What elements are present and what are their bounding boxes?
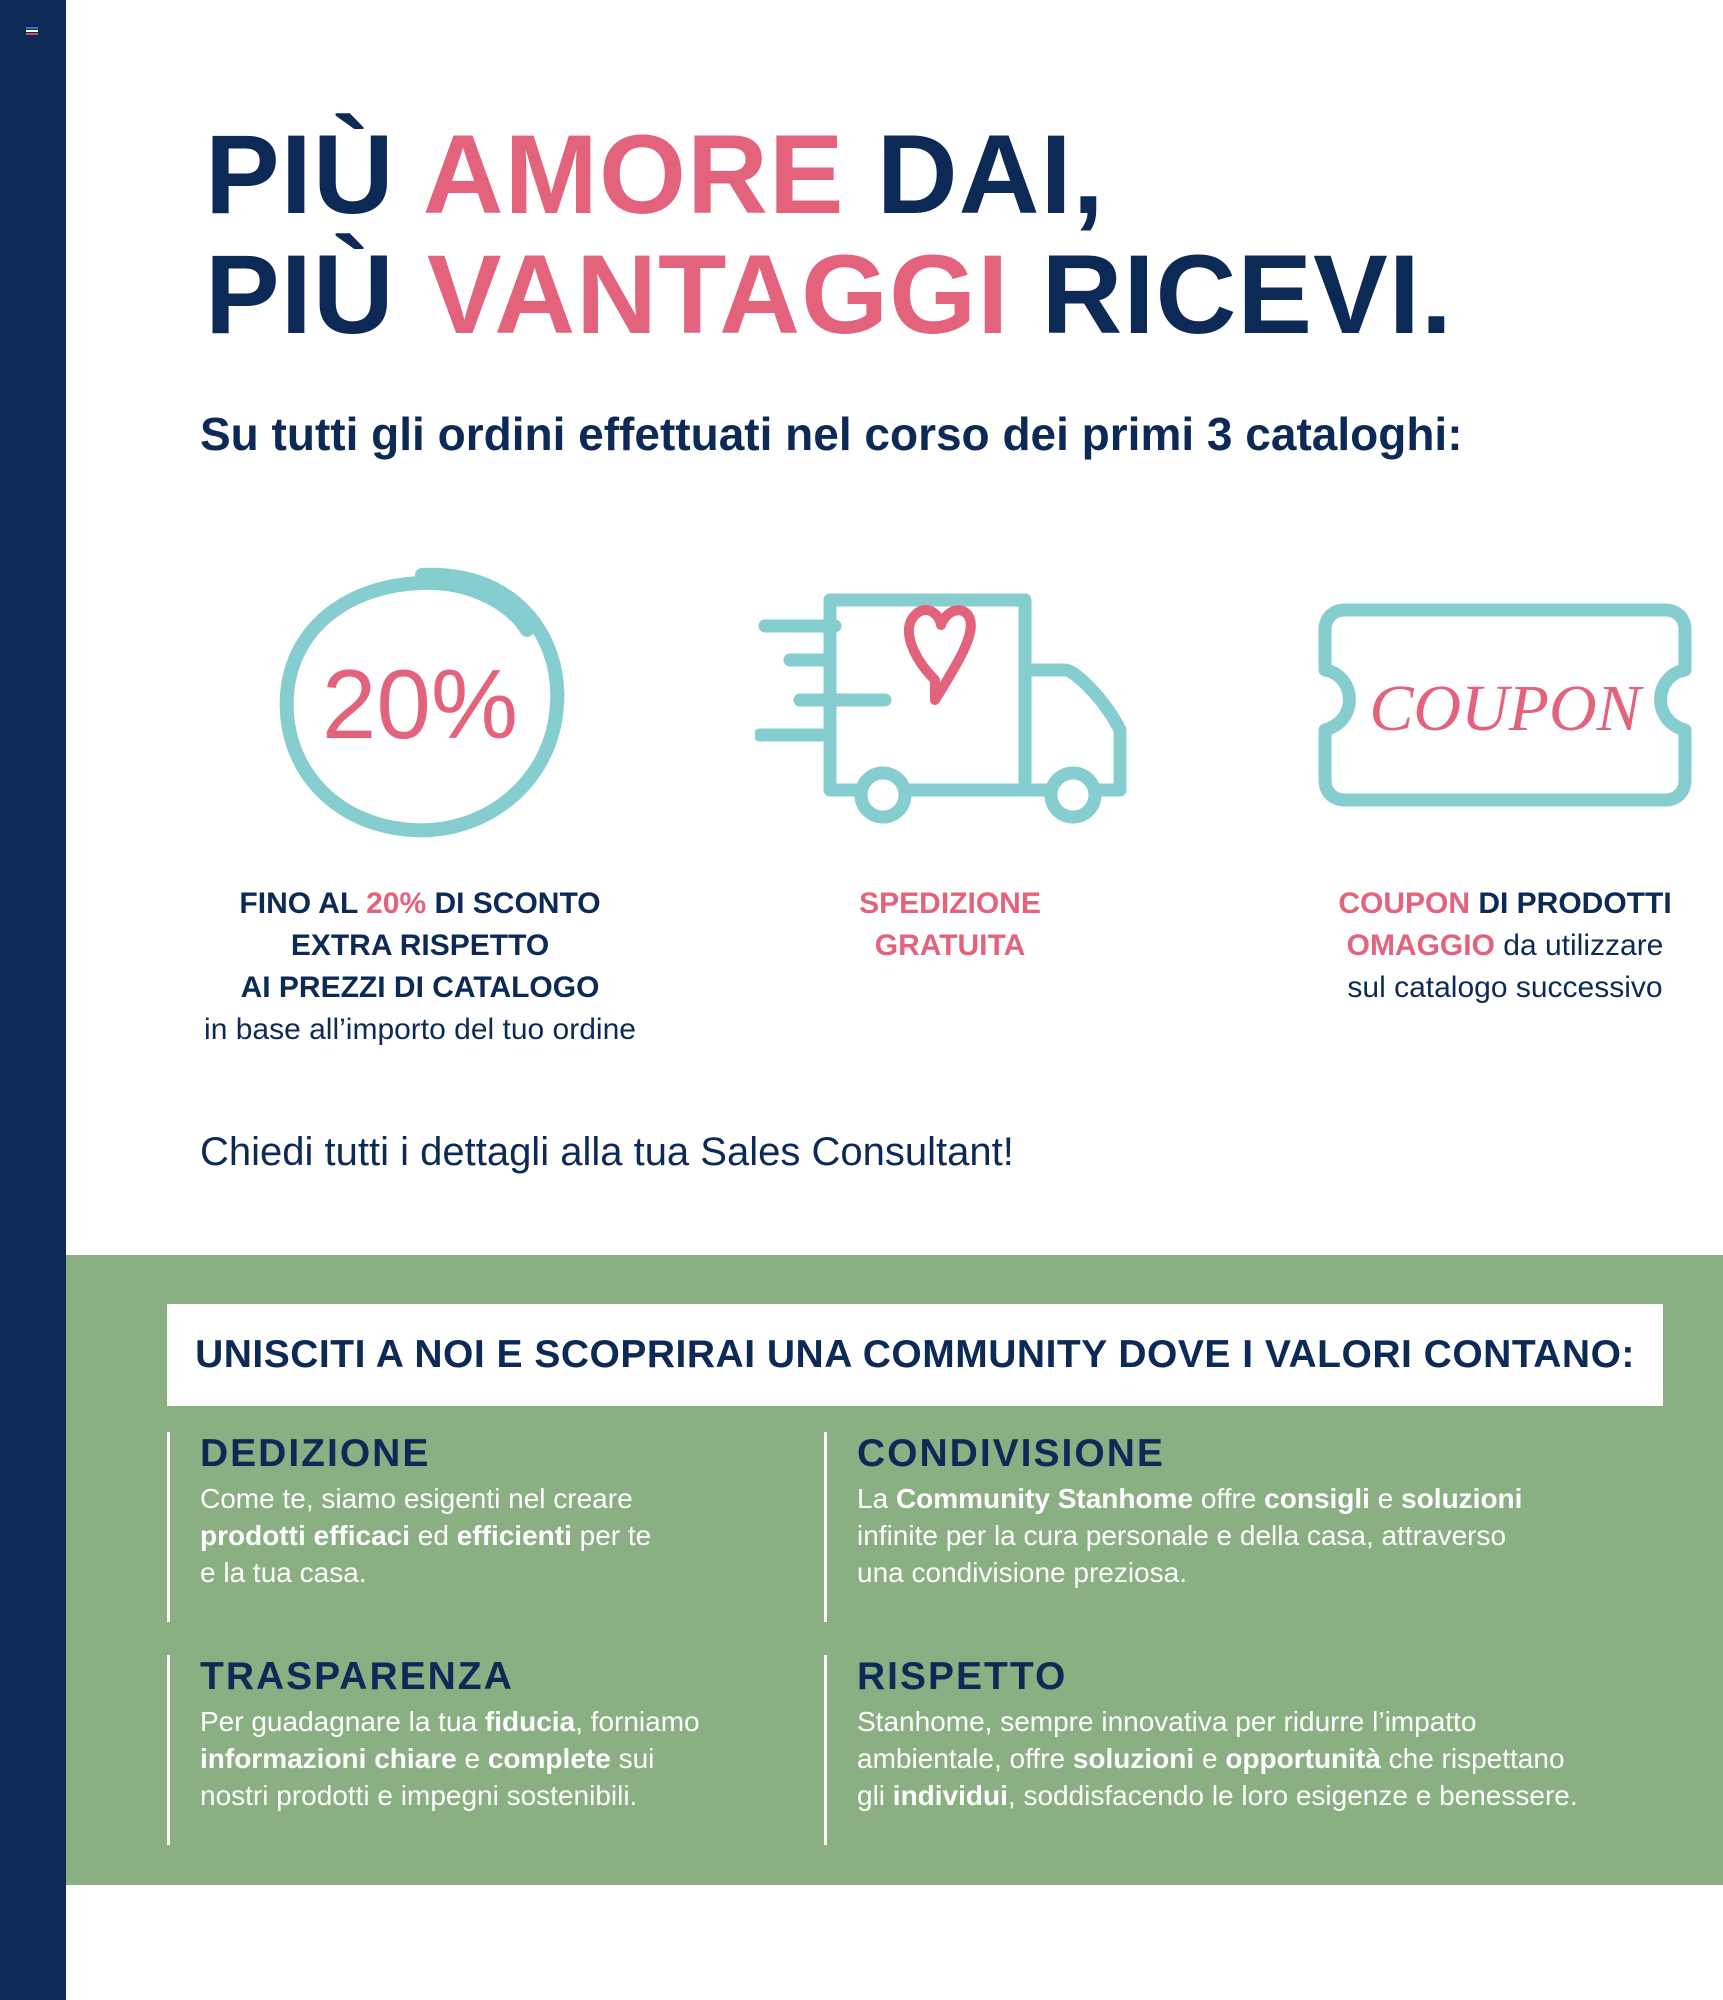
value-dedizione: DEDIZIONE Come te, siamo esigenti nel creare prodotti efficaci ed efficienti per te e la tua casa. [167,1432,760,1622]
left-sidebar-stripe [0,0,66,2000]
benefit-shipping: SPEDIZIONE GRATUITA [859,887,1041,962]
discount-percent-label: 20% [321,649,519,759]
value-rispetto: RISPETTO Stanhome, sempre innovativa per ridurre l’impatto ambientale, offre soluzioni e opportunità che rispettano gli individui, soddisfacendo le loro esigenze e benessere. [824,1655,1697,1845]
benefit-coupon: COUPON DI PRODOTTI OMAGGIO da utilizzare sul catalogo successivo [1338,887,1672,1004]
headline [205,112,1453,357]
headline-line-1: PIÙ AMORE DAI, [205,112,1105,237]
value-condivisione: CONDIVISIONE La Community Stanhome offre consigli e soluzioni infinite per la cura personale e della casa, attraverso una condivisione preziosa. [824,1432,1677,1622]
value-trasparenza: TRASPARENZA Per guadagnare la tua fiducia, forniamo informazioni chiare e complete sui nostri prodotti e impegni sostenibili. [167,1655,760,1845]
discount-circle-icon [272,555,572,845]
consultant-cta: Chiedi tutti i dettagli alla tua Sales Consultant! [200,1130,1014,1174]
coupon-label: COUPON [1369,672,1641,745]
subheading: Su tutti gli ordini effettuati nel corso dei primi 3 cataloghi: [200,408,1463,460]
coupon-ticket-icon [1315,600,1695,815]
flag-icon [26,27,38,35]
headline-line-2: PIÙ VANTAGGI RICEVI. [205,232,1453,357]
benefit-discount: FINO AL 20% DI SCONTO EXTRA RISPETTO AI PREZZI DI CATALOGO in base all’importo del tuo ordine [204,887,636,1046]
community-banner: UNISCITI A NOI E SCOPRIRAI UNA COMMUNITY DOVE I VALORI CONTANO: [167,1304,1663,1406]
delivery-truck-heart-icon [755,590,1135,830]
